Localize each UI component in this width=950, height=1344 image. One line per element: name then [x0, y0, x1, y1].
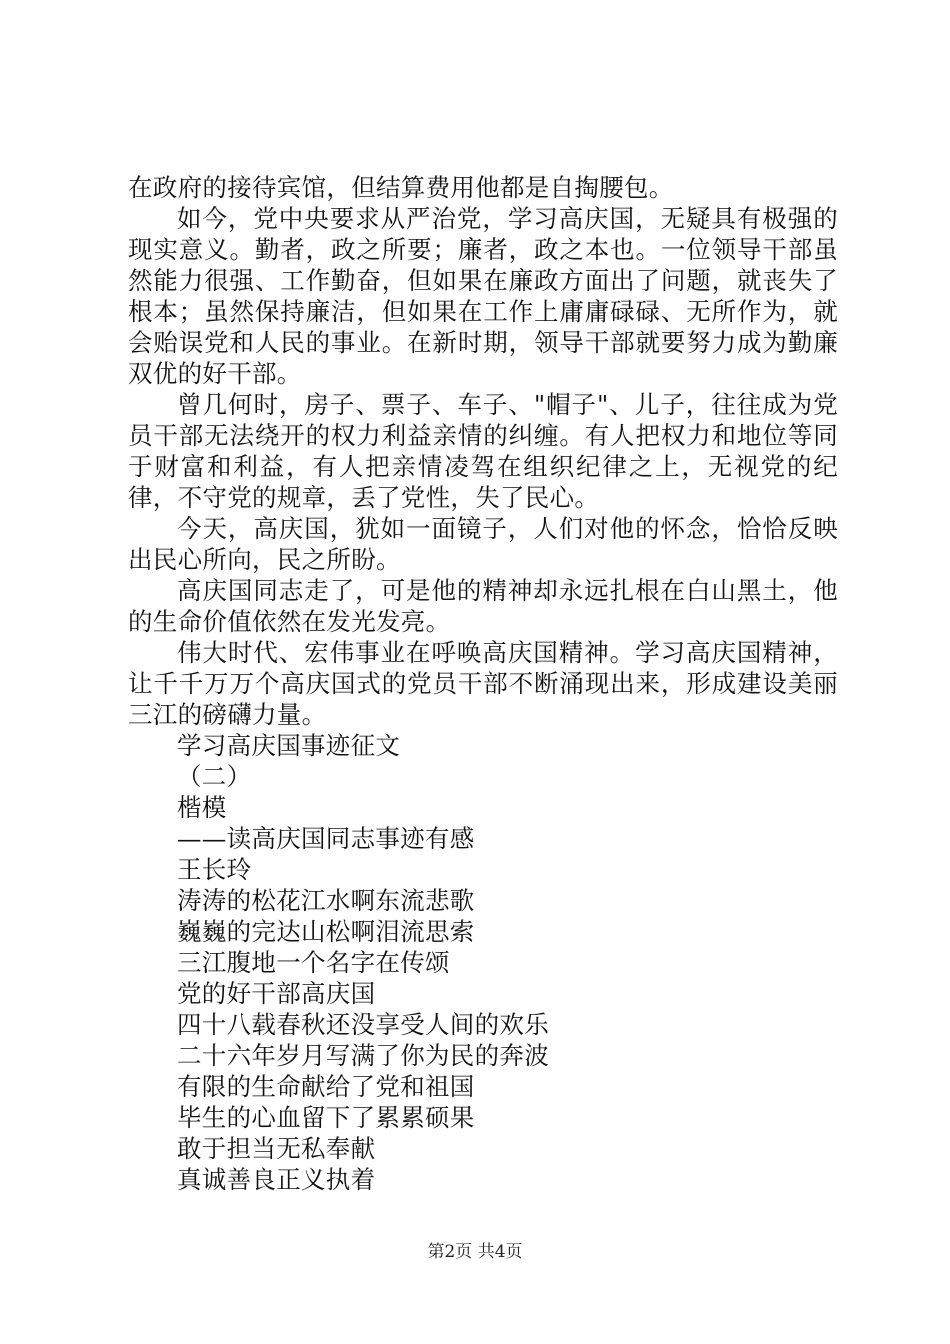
poem-section: [177, 730, 837, 1195]
essay-title: 学习高庆国事迹征文: [177, 731, 401, 760]
paragraph: 如今，党中央要求从严治党，学习高庆国，无疑具有极强的现实意义。勤者，政之所要；廉者，政之本也。一位领导干部虽然能力很强、工作勤奋，但如果在廉政方面出了问题，就丧失了根本；虽然保持廉洁，但如果在工作上庸庸碌碌、无所作为，就会贻误党和人民的事业。在新时期，领导干部就要努力成为勤廉双优的好干部。: [128, 204, 838, 388]
paragraph: 曾几何时，房子、票子、车子、"帽子"、儿子，往往成为党员干部无法绕开的权力利益亲情的纠缠。有人把权力和地位等同于财富和利益，有人把亲情凌驾在组织纪律之上，无视党的纪律，不守党的规章，丢了党性，失了民心。: [128, 390, 838, 512]
poem-line: 三江腹地一个名字在传颂: [177, 948, 450, 977]
page-footer: 第2页 共4页: [427, 1242, 523, 1262]
paragraph: 今天，高庆国，犹如一面镜子，人们对他的怀念，恰恰反映出民心所向，民之所盼。: [128, 514, 838, 574]
poem-subtitle: ——读高庆国同志事迹有感: [177, 824, 475, 853]
author-name: 王长玲: [177, 855, 252, 884]
poem-line: 巍巍的完达山松啊泪流思索: [177, 917, 475, 946]
section-number: （二）: [177, 762, 252, 791]
paragraph: 伟大时代、宏伟事业在呼唤高庆国精神。学习高庆国精神，让千千万万个高庆国式的党员干部不断涌现出来，形成建设美丽三江的磅礴力量。: [128, 638, 838, 729]
poem-line: 涛涛的松花江水啊东流悲歌: [177, 886, 475, 915]
poem-line: 有限的生命献给了党和祖国: [177, 1072, 475, 1101]
paragraph: 在政府的接待宾馆，但结算费用他都是自掏腰包。: [128, 173, 674, 202]
poem-line: 党的好干部高庆国: [177, 979, 376, 1008]
poem-line: 四十八载春秋还没享受人间的欢乐: [177, 1010, 549, 1039]
poem-line: 毕生的心血留下了累累硕果: [177, 1103, 475, 1132]
poem-line: 真诚善良正义执着: [177, 1165, 376, 1194]
paragraph: 高庆国同志走了，可是他的精神却永远扎根在白山黑土，他的生命价值依然在发光发亮。: [128, 576, 838, 636]
poem-line: 二十六年岁月写满了你为民的奔波: [177, 1041, 549, 1070]
poem-line: 敢于担当无私奉献: [177, 1134, 376, 1163]
article-body: [128, 172, 838, 730]
poem-title: 楷模: [177, 793, 227, 822]
